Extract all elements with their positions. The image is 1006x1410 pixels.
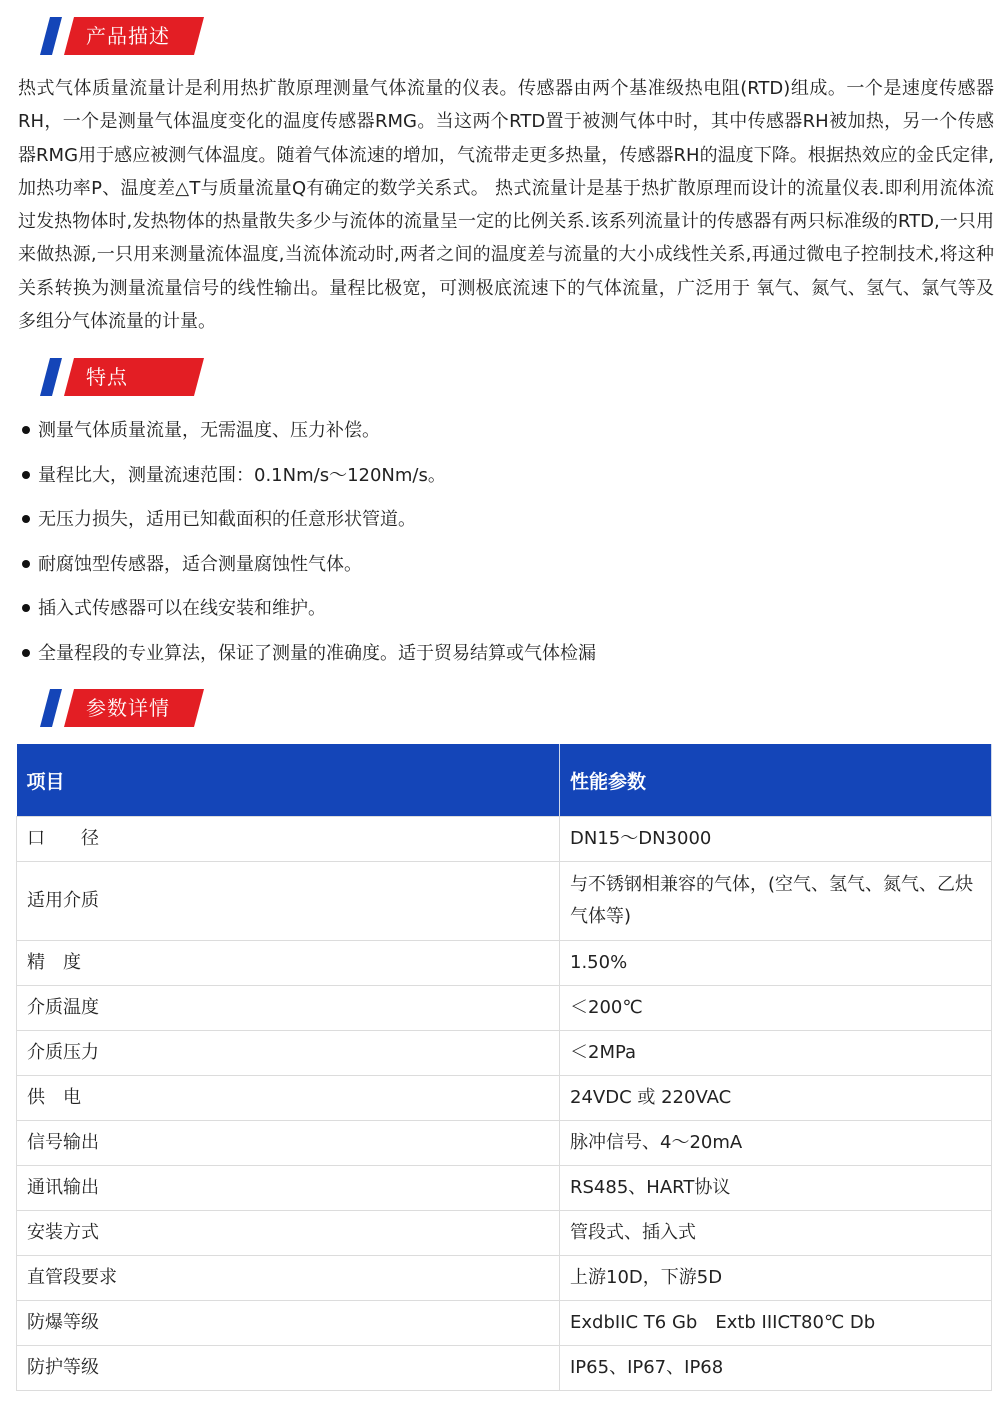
table-header-row xyxy=(17,744,992,817)
bullet-icon xyxy=(22,515,30,523)
table-row xyxy=(17,1256,992,1301)
column-header-item: 项目 xyxy=(17,744,560,817)
param-name: 精 度 xyxy=(17,941,560,986)
param-value: IP65、IP67、IP68 xyxy=(560,1346,992,1391)
table-row xyxy=(17,1301,992,1346)
list-item: 耐腐蚀型传感器，适合测量腐蚀性气体。 xyxy=(18,543,988,588)
section-title: 特点 xyxy=(86,365,128,389)
param-value: 24VDC 或 220VAC xyxy=(560,1076,992,1121)
list-item: 无压力损失，适用已知截面积的任意形状管道。 xyxy=(18,498,988,543)
bullet-icon xyxy=(22,471,30,479)
section-header-params xyxy=(40,689,210,729)
param-name: 介质温度 xyxy=(17,986,560,1031)
description-paragraph: 热式气体质量流量计是利用热扩散原理测量气体流量的仪表。传感器由两个基准级热电阻(RTD)组成。一个是速度传感器RH，一个是测量气体温度变化的温度传感器RMG。当这两个RTD置于被测气体中时，其中传感器RH被加热，另一个传感器RMG用于感应被测气体温度。随着气体流速的增加，气流带走更多热量，传感器RH的温度下降。根据热效应的金氏定律,加热功率P、温度差△T与质量流量Q有确定的数学关系式。 热式流量计是基于热扩散原理而设计的流量仪表.即利用流体流过发热物体时,发热物体的热量散失多少与流体的流量呈一定的比例关系.该系列流量计的传感器有两只标准级的RTD,一只用来做热源,一只用来测量流体温度,当流体流动时,两者之间的温度差与流量的大小成线性关系,再通过微电子控制技术,将这种关系转换为测量流量信号的线性输出。量程比极宽，可测极底流速下的气体流量，广泛用于 氧气、氮气、氢气、氯气等及多组分气体流量的计量。 xyxy=(18,78,994,333)
table-row xyxy=(17,1166,992,1211)
list-item: 量程比大，测量流速范围：0.1Nm/s～120Nm/s。 xyxy=(18,454,988,499)
params-table xyxy=(16,744,992,1391)
section-title: 产品描述 xyxy=(86,24,170,48)
param-value: RS485、HART协议 xyxy=(560,1166,992,1211)
column-header-value: 性能参数 xyxy=(560,744,992,817)
list-item: 测量气体质量流量，无需温度、压力补偿。 xyxy=(18,409,988,454)
param-value: 与不锈钢相兼容的气体，(空气、氢气、氮气、乙炔气体等) xyxy=(560,862,992,941)
param-name: 供 电 xyxy=(17,1076,560,1121)
table-row xyxy=(17,1211,992,1256)
table-row xyxy=(17,1031,992,1076)
table-row xyxy=(17,941,992,986)
bullet-icon xyxy=(22,426,30,434)
table-row xyxy=(17,1121,992,1166)
table-row xyxy=(17,862,992,941)
param-value: DN15～DN3000 xyxy=(560,817,992,862)
table-row xyxy=(17,817,992,862)
param-name: 适用介质 xyxy=(17,862,560,941)
list-item: 全量程段的专业算法，保证了测量的准确度。适于贸易结算或气体检漏 xyxy=(18,632,988,677)
param-value: ExdbIIC T6 Gb Extb IIICT80℃ Db xyxy=(560,1301,992,1346)
table-row xyxy=(17,1346,992,1391)
param-value: 管段式、插入式 xyxy=(560,1211,992,1256)
bullet-icon xyxy=(22,560,30,568)
section-header-description xyxy=(40,17,210,57)
param-value: 1.50% xyxy=(560,941,992,986)
section-title: 参数详情 xyxy=(86,696,170,720)
feature-list xyxy=(18,409,988,677)
param-name: 防爆等级 xyxy=(17,1301,560,1346)
param-value: 脉冲信号、4～20mA xyxy=(560,1121,992,1166)
param-name: 介质压力 xyxy=(17,1031,560,1076)
param-name: 通讯输出 xyxy=(17,1166,560,1211)
param-name: 信号输出 xyxy=(17,1121,560,1166)
bullet-icon xyxy=(22,604,30,612)
table-row xyxy=(17,1076,992,1121)
param-value: 上游10D，下游5D xyxy=(560,1256,992,1301)
list-item: 插入式传感器可以在线安装和维护。 xyxy=(18,587,988,632)
param-name: 安装方式 xyxy=(17,1211,560,1256)
param-name: 口 径 xyxy=(17,817,560,862)
param-name: 防护等级 xyxy=(17,1346,560,1391)
table-row xyxy=(17,986,992,1031)
param-name: 直管段要求 xyxy=(17,1256,560,1301)
section-header-features xyxy=(40,358,210,398)
bullet-icon xyxy=(22,649,30,657)
param-value: ＜2MPa xyxy=(560,1031,992,1076)
param-value: ＜200℃ xyxy=(560,986,992,1031)
